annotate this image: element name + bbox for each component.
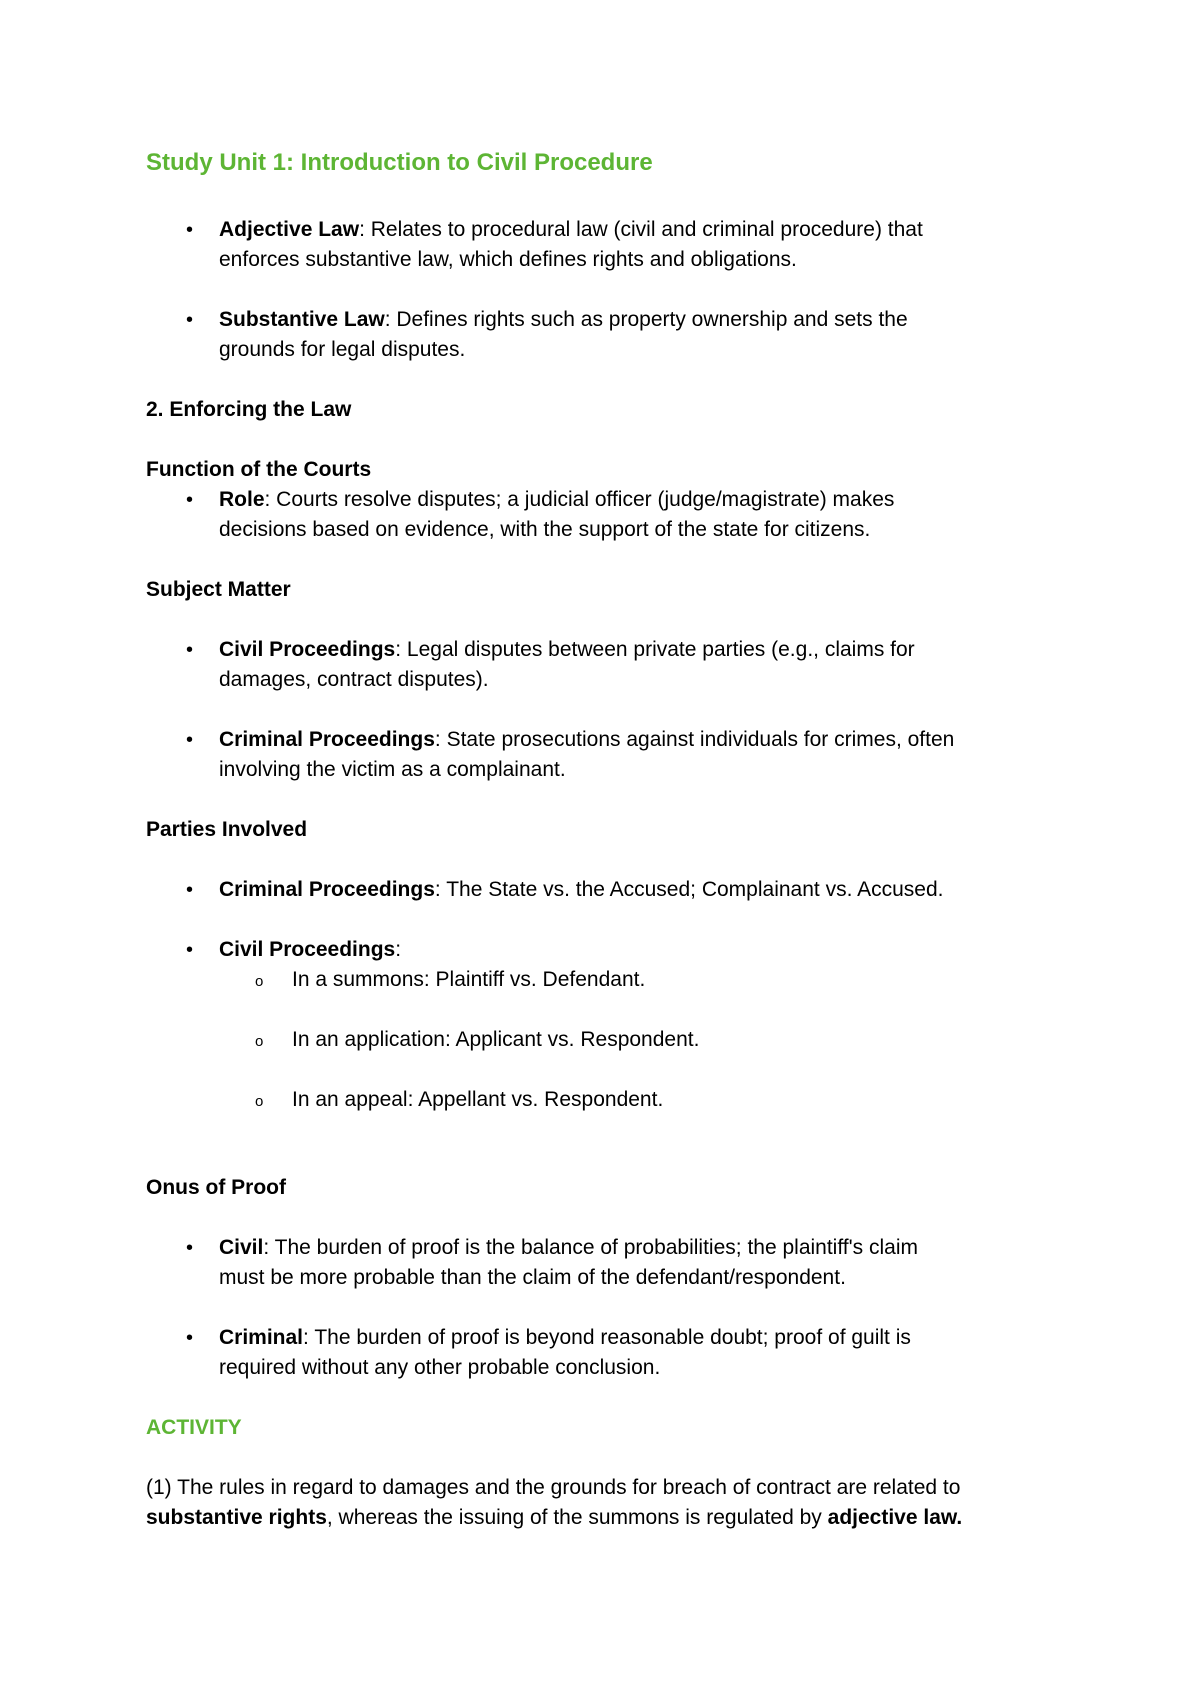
sub-bullet-icon: o [255,1033,264,1050]
list-text-continued: required without any other probable conclusion. [219,1356,661,1379]
sub-list-item: In an application: Applicant vs. Respondent. [292,1028,700,1051]
activity-text-line2 [146,1503,962,1533]
term: Substantive Law [219,308,385,331]
list-item [219,875,943,905]
list-item [219,1233,918,1263]
activity-text-line1: (1) The rules in regard to damages and the grounds for breach of contract are related to [146,1476,961,1499]
term: Criminal [219,1326,304,1349]
list-item [219,1323,911,1353]
bold-term: substantive rights [146,1506,327,1529]
list-text-continued: grounds for legal disputes. [219,338,466,361]
subsection-heading: Function of the Courts [146,458,372,481]
term: Criminal Proceedings [219,878,435,901]
list-item [219,485,894,515]
list-item [219,635,915,665]
list-text-continued: enforces substantive law, which defines rights and obligations. [219,248,797,271]
list-text: : The burden of proof is the balance of probabilities; the plaintiff's claim [263,1236,918,1259]
activity-heading: ACTIVITY [146,1416,242,1439]
list-item [219,725,954,755]
subsection-heading: Parties Involved [146,818,308,841]
term: Role [219,488,265,511]
bullet-icon: • [186,729,194,751]
term: Adjective Law [219,218,360,241]
bullet-icon: • [186,1237,194,1259]
list-text: : State prosecutions against individuals for crimes, often [434,728,955,751]
bold-term: adjective law. [827,1506,963,1529]
sub-bullet-icon: o [255,973,264,990]
subsection-heading: Onus of Proof [146,1176,286,1199]
list-text: : Legal disputes between private parties (e.g., claims for [395,638,915,661]
sub-bullet-icon: o [255,1093,264,1110]
list-text: : Relates to procedural law (civil and criminal procedure) that [359,218,923,241]
bullet-icon: • [186,639,194,661]
term: Civil [219,1236,264,1259]
term: Civil Proceedings [219,938,396,961]
sub-list-item: In a summons: Plaintiff vs. Defendant. [292,968,646,991]
list-text-continued: must be more probable than the claim of the defendant/respondent. [219,1266,846,1289]
bullet-icon: • [186,1327,194,1349]
list-item [219,215,923,245]
bullet-icon: • [186,309,194,331]
bullet-icon: • [186,489,194,511]
bullet-icon: • [186,939,194,961]
sub-list-item: In an appeal: Appellant vs. Respondent. [292,1088,664,1111]
list-text-continued: involving the victim as a complainant. [219,758,566,781]
page-title: Study Unit 1: Introduction to Civil Procedure [146,149,653,176]
term: Civil Proceedings [219,638,396,661]
section-heading: 2. Enforcing the Law [146,398,352,421]
list-text-continued: decisions based on evidence, with the support of the state for citizens. [219,518,871,541]
list-item [219,935,401,965]
term: Criminal Proceedings [219,728,435,751]
bullet-icon: • [186,879,194,901]
list-text: : The State vs. the Accused; Complainant vs. Accused. [434,878,944,901]
activity-text: , whereas the issuing of the summons is regulated by [326,1506,828,1529]
list-text-continued: damages, contract disputes). [219,668,489,691]
list-text: : Courts resolve disputes; a judicial officer (judge/magistrate) makes [264,488,895,511]
list-text: : Defines rights such as property ownership and sets the [384,308,908,331]
subsection-heading: Subject Matter [146,578,291,601]
list-item [219,305,908,335]
list-text: : The burden of proof is beyond reasonable doubt; proof of guilt is [303,1326,911,1349]
bullet-icon: • [186,219,194,241]
list-text: : [395,938,402,961]
